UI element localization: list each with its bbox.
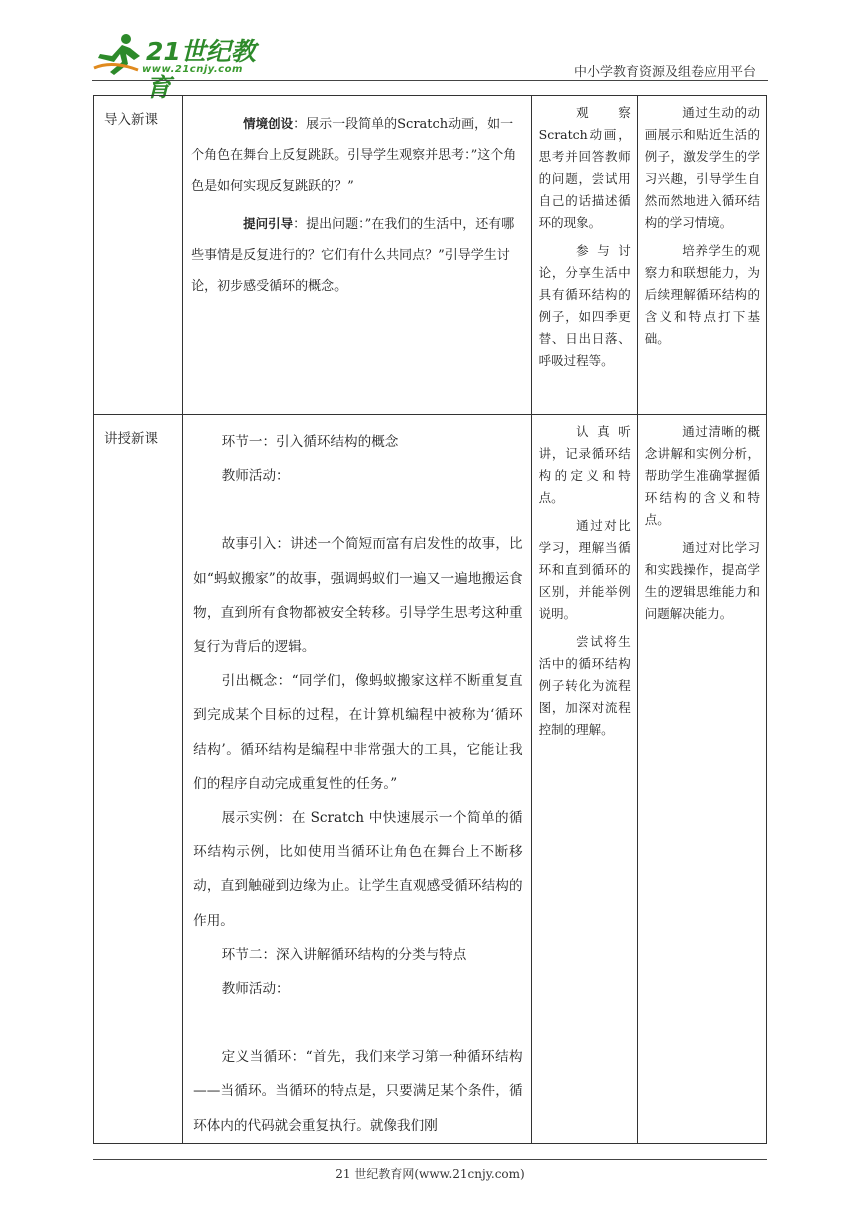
footer-divider: [93, 1159, 767, 1160]
section-name: 讲授新课: [104, 431, 158, 447]
paragraph-text: ：提出问题：”在我们的生活中，还有哪些事情是反复进行的？它们有什么共同点？”引导学生讨论，初步感受循环的概念。: [191, 217, 515, 294]
student-paragraph: 观察Scratch动画，思考并回答教师的问题，尝试用自己的话描述循环的现象。: [538, 105, 631, 230]
lecture-step-title: 环节二：深入讲解循环结构的分类与特点: [221, 946, 467, 963]
intent-paragraph: 通过生动的动画展示和贴近生活的例子，激发学生的学习兴趣，引导学生自然而然地进入循环结构的学习情境。: [644, 105, 760, 230]
lecture-step-title: 环节一：引入循环结构的概念: [221, 434, 399, 450]
design-intent-cell: [637, 415, 766, 1144]
page-footer: 21 世纪教育网(www.21cnjy.com): [335, 1167, 525, 1181]
paragraph-label: 情境创设: [243, 116, 294, 131]
teacher-paragraph: [183, 96, 531, 202]
lecture-paragraph: 引出概念：“同学们，像蚂蚁搬家这样不断重复直到完成某个目标的过程，在计算机编程中被称为‘循环结构’。循环结构是编程中非常强大的工具，它能让我们的程序自动完成重复性的任务。”: [193, 673, 523, 792]
lecture-label: 教师活动：: [221, 981, 290, 998]
paragraph-label: 提问引导: [243, 216, 294, 231]
blank-line: [193, 1006, 523, 1040]
teacher-activity-cell: [183, 96, 532, 415]
section-name: 导入新课: [104, 112, 158, 128]
runner-logo-icon: [92, 32, 144, 76]
design-intent-cell: [637, 96, 766, 415]
intent-paragraph: 通过对比学习和实践操作，提高学生的逻辑思维能力和问题解决能力。: [644, 540, 760, 621]
header-tagline: 中小学教育资源及组卷应用平台: [573, 65, 756, 80]
student-paragraph: 参与讨论，分享生活中具有循环结构的例子，如四季更替、日出日落、呼吸过程等。: [538, 243, 631, 368]
lecture-label: 教师活动：: [221, 468, 290, 485]
section-cell: [94, 415, 183, 1144]
table-row: [94, 96, 767, 415]
lesson-plan-table: [93, 95, 767, 1144]
student-paragraph: 尝试将生活中的循环结构例子转化为流程图，加深对流程控制的理解。: [538, 634, 631, 737]
header-divider: [92, 80, 768, 81]
page-header: [0, 0, 860, 102]
table-row: [94, 415, 767, 1144]
blank-line: [193, 493, 523, 527]
intent-paragraph: 通过清晰的概念讲解和实例分析，帮助学生准确掌握循环结构的含义和特点。: [644, 424, 760, 527]
site-logo: [92, 30, 262, 102]
teacher-activity-cell: [183, 415, 532, 1144]
student-paragraph: 通过对比学习，理解当循环和直到循环的区别，并能举例说明。: [538, 518, 631, 621]
lecture-paragraph: 故事引入：讲述一个简短而富有启发性的故事，比如“蚂蚁搬家”的故事，强调蚂蚁们一遍又一遍地搬运食物，直到所有食物都被安全转移。引导学生思考这种重复行为背后的逻辑。: [193, 536, 523, 656]
logo-title: 21世纪教育: [146, 37, 256, 102]
lecture-paragraph: 展示实例：在 Scratch 中快速展示一个简单的循环结构示例，比如使用当循环让角色在舞台上不断移动，直到触碰到边缘为止。让学生直观感受循环结构的作用。: [193, 810, 523, 929]
logo-subtitle: www.21cnjy.com: [142, 64, 243, 75]
paragraph-text: ：展示一段简单的Scratch动画，如一个角色在舞台上反复跳跃。引导学生观察并思考：”这个角色是如何实现反复跳跃的？”: [191, 117, 517, 194]
student-activity-cell: [531, 96, 637, 415]
teacher-paragraph: [183, 202, 531, 302]
section-cell: [94, 96, 183, 415]
student-activity-cell: [531, 415, 637, 1144]
lecture-paragraph: 定义当循环：“首先，我们来学习第一种循环结构——当循环。当循环的特点是，只要满足某个条件，循环体内的代码就会重复执行。就像我们刚: [193, 1049, 523, 1134]
intent-paragraph: 培养学生的观察力和联想能力，为后续理解循环结构的含义和特点打下基础。: [644, 243, 760, 346]
student-paragraph: 认真听讲，记录循环结构的定义和特点。: [538, 424, 631, 505]
